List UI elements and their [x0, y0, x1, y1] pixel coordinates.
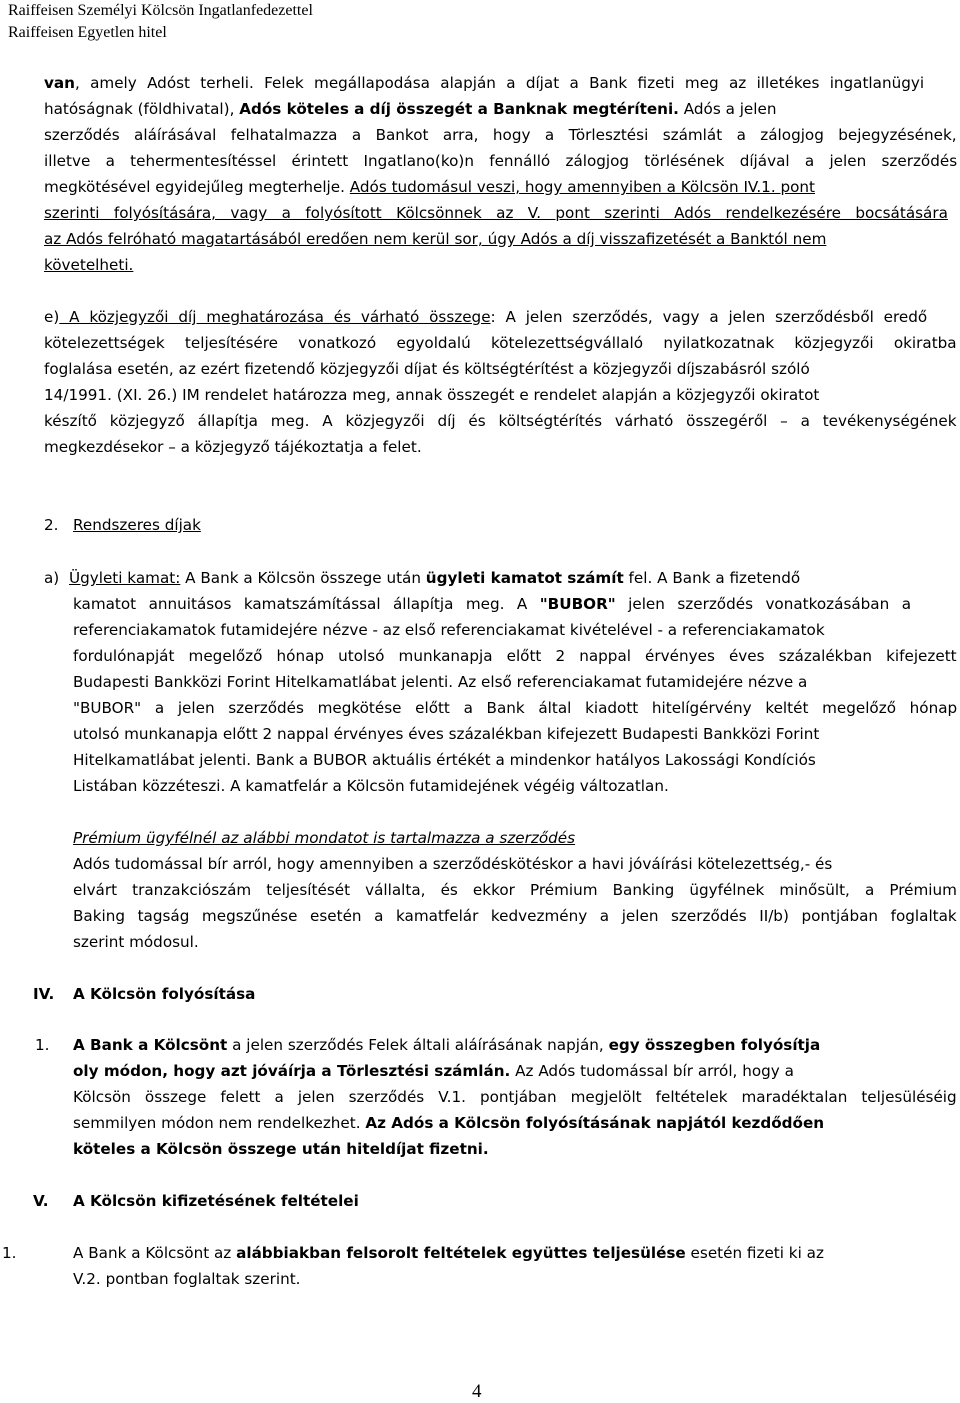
section-heading-regular-fees: 2.: [44, 516, 59, 534]
section-number-v: V.: [33, 1192, 49, 1210]
premium-clause-title: Prémium ügyfélnél az alábbi mondatot is tartalmazza a szerződés: [73, 829, 576, 847]
section-title-disbursement: A Kölcsön folyósítása: [73, 985, 256, 1003]
section-title-payout-conditions: A Kölcsön kifizetésének feltételei: [73, 1192, 359, 1210]
item-number: 1.: [2, 1244, 17, 1262]
section-number-iv: IV.: [33, 985, 55, 1003]
section-title-regular-fees: Rendszeres díjak: [73, 516, 201, 534]
notary-fee-heading: A közjegyzői díj meghatározása és várható összege: [59, 308, 491, 326]
item-marker: e): [44, 308, 60, 326]
item-number: 1.: [35, 1036, 50, 1054]
page-number: 4: [472, 1381, 482, 1402]
document-header: [8, 0, 313, 44]
item-marker: a): [44, 569, 60, 587]
header-product-title: Raiffeisen Személyi Kölcsön Ingatlanfedezettel: [8, 2, 313, 19]
header-product-subtitle: Raiffeisen Egyetlen hitel: [8, 24, 167, 41]
